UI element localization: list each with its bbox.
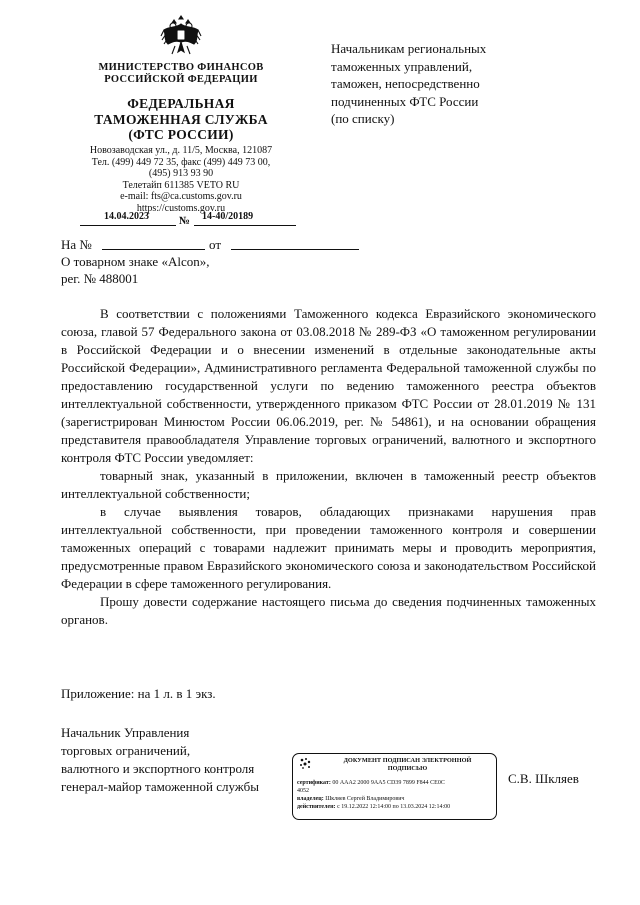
- stamp-title: [323, 757, 492, 772]
- recipient-block: [331, 40, 581, 128]
- email-line: e-mail: fts@ca.customs.gov.ru: [120, 191, 242, 203]
- reference-number-label: На №: [61, 237, 92, 252]
- subject-line: рег. № 488001: [61, 271, 139, 286]
- document-number: 14-40/20189: [202, 211, 254, 222]
- letter-body: [61, 305, 596, 629]
- website-line: https://customs.gov.ru: [136, 202, 226, 214]
- recipient-line: (по списку): [331, 111, 395, 126]
- phone-line: (495) 913 93 90: [148, 168, 214, 180]
- signer-name: С.В. Шкляев: [508, 771, 579, 786]
- body-paragraph: товарный знак, указанный в приложении, включен в таможенный реестр объектов интеллектуальной собственности;: [61, 468, 596, 501]
- electronic-signature-stamp: [292, 753, 497, 820]
- attachment-note: Приложение: на 1 л. в 1 экз.: [61, 686, 216, 701]
- recipient-line: таможен, непосредственно: [331, 76, 480, 91]
- signer-line: Начальник Управления: [61, 725, 190, 740]
- recipient-line: Начальникам региональных: [331, 41, 487, 56]
- ministry-line: РОССИЙСКОЙ ФЕДЕРАЦИИ: [104, 74, 258, 86]
- stamp-label: владелец:: [297, 796, 324, 802]
- reference-date-blank: [231, 249, 359, 250]
- service-line: ФЕДЕРАЛЬНАЯ: [127, 96, 235, 111]
- stamp-value: 00 AAA2 2000 9AA5 CD39 7899 F844 CE0C: [332, 780, 445, 786]
- service-line: ТАМОЖЕННАЯ СЛУЖБА: [94, 111, 268, 127]
- address-line: Новозаводская ул., д. 11/5, Москва, 121087: [89, 145, 273, 156]
- number-sign: №: [179, 215, 191, 227]
- date-underline: [80, 225, 176, 226]
- stamp-value: Шкляев Сергей Владимирович: [325, 796, 405, 802]
- reference-date-label: от: [209, 237, 222, 252]
- service-name: [68, 96, 294, 143]
- stamp-validity: [297, 803, 492, 811]
- reference-block: [61, 236, 222, 287]
- recipient-line: таможенных управлений,: [331, 58, 473, 74]
- body-paragraph: в случае выявления товаров, обладающих признаками нарушения прав интеллектуальной собственности, при проведении таможенного контроля и совершении таможенных операций с товарами надлежит принимать меры и проводить мероприятия, предусмотренные правом Евразийского экономического союза и законодательством Российской Федерации в сфере таможенного регулирования.: [61, 504, 596, 591]
- body-paragraph: Прошу довести содержание настоящего письма до сведения подчиненных таможенных органов.: [61, 594, 596, 627]
- stamp-label: сертификат:: [297, 780, 331, 786]
- document-date: 14.04.2023: [104, 211, 149, 222]
- recipient-line: подчиненных ФТС России: [331, 93, 479, 109]
- stamp-certificate: [297, 779, 492, 787]
- stamp-label: действителен:: [297, 804, 336, 810]
- service-line: (ФТС РОССИИ): [128, 127, 234, 143]
- stamp-owner: [297, 795, 492, 803]
- signer-line: торговых ограничений,: [61, 743, 191, 758]
- signer-line: генерал-майор таможенной службы: [61, 779, 259, 794]
- stamp-certificate-cont: 4052: [297, 788, 309, 794]
- subject-line: О товарном знаке «Alcon»,: [61, 254, 210, 269]
- signature-seal-icon: [298, 757, 312, 770]
- number-underline: [194, 225, 296, 226]
- signer-title: [61, 724, 259, 796]
- stamp-title-line: ПОДПИСЬЮ: [387, 764, 428, 772]
- body-paragraph: В соответствии с положениями Таможенного кодекса Евразийского экономического союза, главой 57 Федерального закона от 03.08.2018 № 289-ФЗ «О таможенном регулировании в Российской Федерации и о внесении изменений в отдельные законодательные акты Российской Федерации», Административного регламента Федеральной таможенной службы по предоставлению государственной услуги по ведению таможенного реестра объектов интеллектуальной собственности, утвержденного приказом ФТС России от 28.01.2019 № 131 (зарегистрирован Минюстом России 06.06.2019, рег. № 54861), и на основании обращения представителя правообладателя Управление торговых ограничений, валютного и экспортного контроля ФТС России уведомляет:: [61, 306, 596, 465]
- teletype-line: Телетайп 611385 VETO RU: [122, 179, 240, 191]
- double-headed-eagle-icon: [160, 12, 202, 58]
- reference-number-blank: [102, 249, 205, 250]
- ministry-line: МИНИСТЕРСТВО ФИНАНСОВ: [98, 62, 264, 73]
- contact-address: [68, 145, 294, 215]
- ministry-name: [68, 62, 294, 86]
- stamp-value: с 19.12.2022 12:14:00 по 13.03.2024 12:14:00: [337, 804, 451, 810]
- registration-line: [74, 211, 304, 227]
- stamp-title-line: ДОКУМЕНТ ПОДПИСАН ЭЛЕКТРОННОЙ: [343, 757, 472, 764]
- phone-line: Тел. (499) 449 72 35, факс (499) 449 73 00,: [91, 156, 271, 168]
- signer-line: валютного и экспортного контроля: [61, 761, 255, 776]
